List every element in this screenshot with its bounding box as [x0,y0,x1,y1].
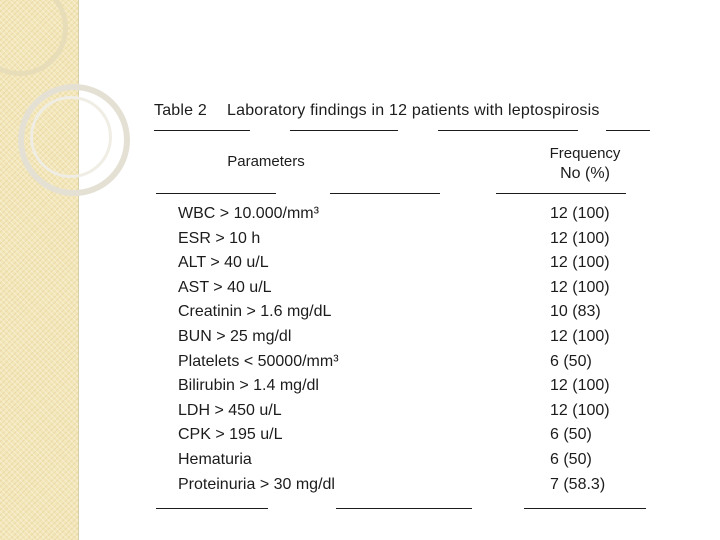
frequency-header-line2: No (%) [560,165,610,182]
parameter-cell: Bilirubin > 1.4 mg/dl [178,377,319,395]
parameter-cell: BUN > 25 mg/dl [178,328,292,345]
header-rule [496,193,626,194]
table-row [150,300,650,324]
parameter-cell: CPK > 195 u/L [178,426,283,444]
table-row [150,374,650,398]
frequency-cell: 12 (100) [550,254,610,272]
frequency-cell: 10 (83) [550,303,601,321]
decorative-ring-inner [30,96,112,178]
bottom-rule [156,508,268,509]
top-rule [438,130,578,131]
parameter-cell: Proteinuria > 30 mg/dl [178,475,335,493]
table-document [150,100,650,520]
parameter-cell: AST > 40 u/L [178,278,272,296]
table-row [150,276,650,300]
frequency-cell: 12 (100) [550,328,610,345]
column-header-parameters: Parameters [227,153,305,170]
table-row [150,325,650,349]
bottom-rule [524,508,646,509]
parameter-cell: ESR > 10 h [178,229,261,247]
table-row [150,350,650,374]
parameter-cell: Creatinin > 1.6 mg/dL [178,303,332,321]
top-rule [606,130,650,131]
parameter-cell: ALT > 40 u/L [178,254,269,272]
header-rule [330,193,440,194]
frequency-cell: 12 (100) [550,401,610,419]
frequency-cell: 6 (50) [550,426,592,444]
frequency-cell: 7 (58.3) [550,475,606,493]
table-row [150,202,650,226]
frequency-cell: 6 (50) [550,451,592,468]
table-row [150,423,650,447]
parameter-cell: Platelets < 50000/mm³ [178,352,339,370]
parameter-cell: Hematuria [178,451,252,468]
frequency-header-line1: Frequency [549,145,621,162]
parameter-cell: WBC > 10.000/mm³ [178,205,319,222]
table-caption [154,102,600,120]
table-row [150,227,650,251]
table-row [150,399,650,423]
frequency-cell: 12 (100) [550,205,610,222]
top-rule [154,130,250,131]
column-header-frequency [530,144,640,184]
table-title: Laboratory findings in 12 patients with leptospirosis [227,102,600,119]
header-rule [156,193,276,194]
frequency-cell: 12 (100) [550,278,610,296]
bottom-rule [336,508,472,509]
parameter-cell: LDH > 450 u/L [178,401,282,419]
top-rule [290,130,398,131]
table-label: Table 2 [154,102,207,119]
table-row [150,473,650,497]
frequency-cell: 6 (50) [550,352,592,370]
table-row [150,448,650,472]
table-row [150,251,650,275]
frequency-cell: 12 (100) [550,377,610,395]
decorative-side-panel [0,0,79,540]
frequency-cell: 12 (100) [550,229,610,247]
